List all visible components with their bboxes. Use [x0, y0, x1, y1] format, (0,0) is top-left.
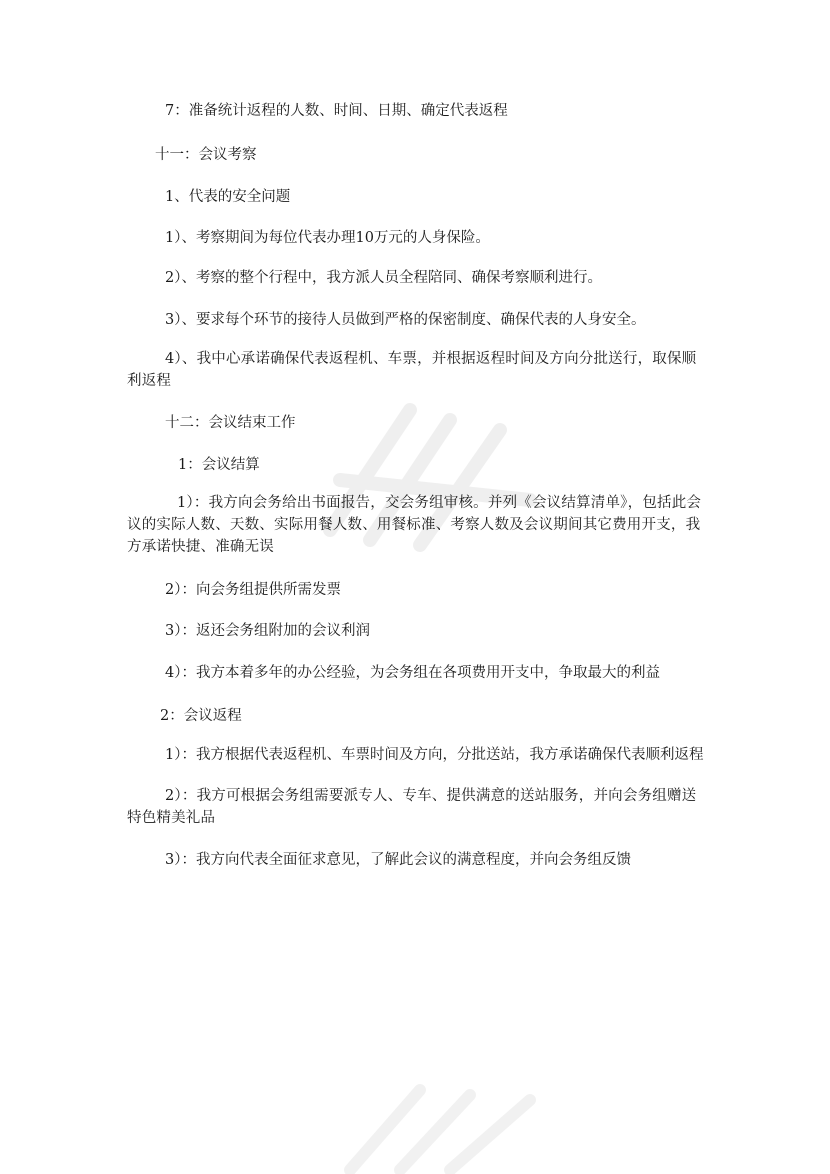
safety-item-2: 2）、考察的整个行程中，我方派人员全程陪同、确保考察顺利进行。 [165, 270, 602, 286]
settlement-item-1: 1）：我方向会务给出书面报告，交会务组审核。并列《会议结算清单》，包括此会议的实际人数、天数、实际用餐人数、用餐标准、考察人数及会议期间其它费用开支，我方承诺快捷、准确无误 [127, 495, 702, 555]
safety-item-3: 3）、要求每个环节的接待人员做到严格的保密制度、确保代表的人身安全。 [165, 312, 646, 328]
return-item-3: 3）：我方向代表全面征求意见，了解此会议的满意程度，并向会务组反馈 [165, 852, 631, 868]
settlement-item-4: 4）：我方本着多年的办公经验，为会务组在各项费用开支中，争取最大的利益 [165, 665, 660, 681]
return-item-2: 2）：我方可根据会务组需要派专人、专车、提供满意的送站服务，并向会务组赠送特色精美礼品 [127, 788, 697, 826]
section-11-heading: 十一：会议考察 [155, 147, 257, 163]
watermark-graphic-bottom [330, 1080, 570, 1174]
item-7-return-stats: 7：准备统计返程的人数、时间、日期、确定代表返程 [165, 103, 508, 119]
section-12-heading: 十二：会议结束工作 [165, 415, 296, 431]
settlement-item-3: 3）：返还会务组附加的会议利润 [165, 623, 370, 639]
safety-item-1: 1）、考察期间为每位代表办理10万元的人身保险。 [165, 230, 490, 246]
subsection-safety: 1、代表的安全问题 [165, 189, 291, 205]
safety-item-4: 4）、我中心承诺确保代表返程机、车票，并根据返程时间及方向分批送行，取保顺利返程 [127, 351, 697, 389]
subsection-return: 2：会议返程 [160, 708, 242, 724]
settlement-item-2: 2）：向会务组提供所需发票 [165, 582, 341, 598]
subsection-settlement: 1：会议结算 [178, 457, 260, 473]
return-item-1: 1）：我方根据代表返程机、车票时间及方向，分批送站，我方承诺确保代表顺利返程 [165, 747, 704, 763]
